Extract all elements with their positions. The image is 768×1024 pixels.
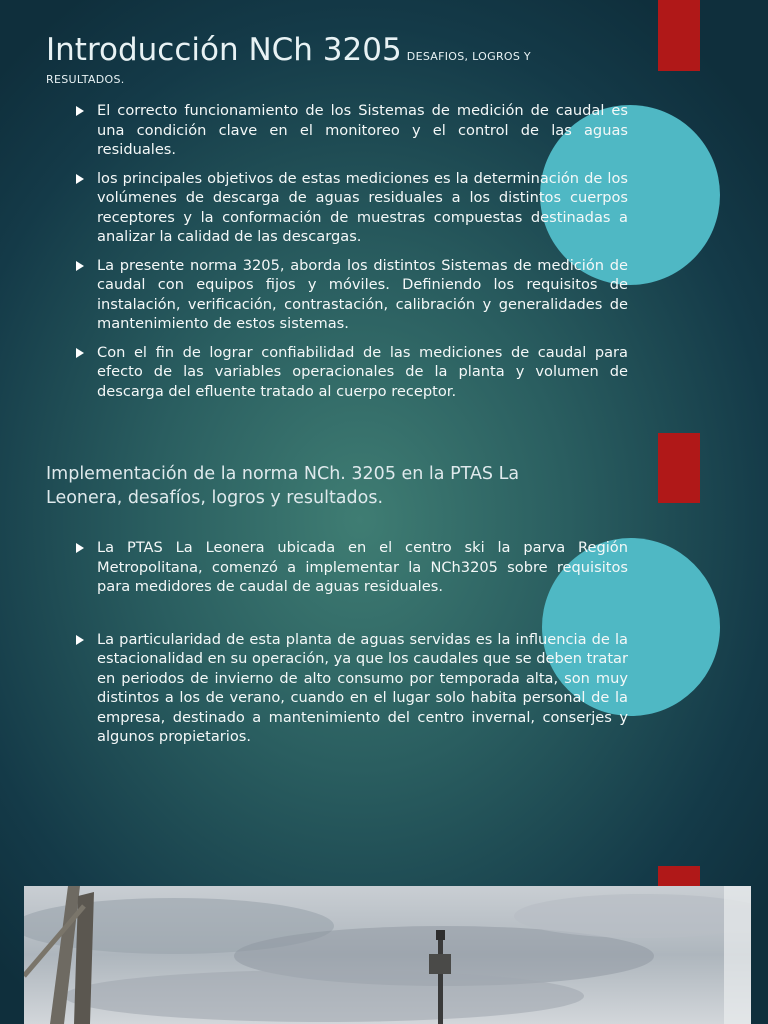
bullet-text: El correcto funcionamiento de los Sistemas de medición de caudal es una condición clave en el monitoreo y el control de las aguas residuales. xyxy=(97,102,628,158)
slide2-bullet xyxy=(76,538,628,597)
bullet-arrow-icon xyxy=(76,348,84,358)
site-photo-illustration xyxy=(24,886,751,1024)
slide2-title: Implementación de la norma NCh. 3205 en la PTAS La Leonera, desafíos, logros y resultados. xyxy=(46,464,520,508)
accent-bar-middle xyxy=(658,433,700,503)
bullet-text: Con el fin de lograr confiabilidad de las mediciones de caudal para efecto de las variables operacionales de la planta y volumen de descarga del efluente tratado al cuerpo receptor. xyxy=(97,343,628,400)
slide1-title-sub: DESAFIOS, LOGROS Y RESULTADOS. xyxy=(46,50,531,86)
slide1-bullet xyxy=(76,169,628,247)
accent-bar-bottom xyxy=(658,866,700,888)
bullet-arrow-icon xyxy=(76,635,84,645)
bullet-text: los principales objetivos de estas mediciones es la determinación de los volúmenes de descarga de aguas residuales a los distintos cuerpos receptores y la conformación de muestras compuestas destinadas a analizar la calidad de las descargas. xyxy=(97,169,628,245)
slide1-title xyxy=(46,33,606,87)
slide1-bullet xyxy=(76,256,628,334)
slide1-bullet-list xyxy=(76,101,628,410)
slide1-bullet xyxy=(76,101,628,160)
bullet-text: La presente norma 3205, aborda los distintos Sistemas de medición de caudal con equipos fijos y móviles. Definiendo los requisitos de instalación, verificación, contrastación, calibración y generalidades de mantenimiento de estos sistemas. xyxy=(97,256,628,332)
bullet-arrow-icon xyxy=(76,174,84,184)
slide1-title-main: Introducción NCh 3205 xyxy=(46,32,402,68)
accent-bar-top xyxy=(658,0,700,71)
bullet-text: La particularidad de esta planta de aguas servidas es la influencia de la estacionalidad en su operación, ya que los caudales que se deben tratar en periodos de invierno de alto consumo por temporada alta, son muy distintos a los de verano, cuando en el lugar solo habita personal de la empresa, destinado a mantenimiento del centro invernal, conserjes y algunos propietarios. xyxy=(97,630,628,745)
slide2-bullet-list xyxy=(76,538,628,756)
slide1-bullet xyxy=(76,343,628,402)
slide2-bullet xyxy=(76,630,628,747)
bullet-text: La PTAS La Leonera ubicada en el centro ski la parva Región Metropolitana, comenzó a implementar la NCh3205 sobre requisitos para medidores de caudal de aguas residuales. xyxy=(97,539,628,595)
bullet-arrow-icon xyxy=(76,261,84,271)
bullet-arrow-icon xyxy=(76,543,84,553)
bullet-arrow-icon xyxy=(76,106,84,116)
site-photo xyxy=(24,886,751,1024)
